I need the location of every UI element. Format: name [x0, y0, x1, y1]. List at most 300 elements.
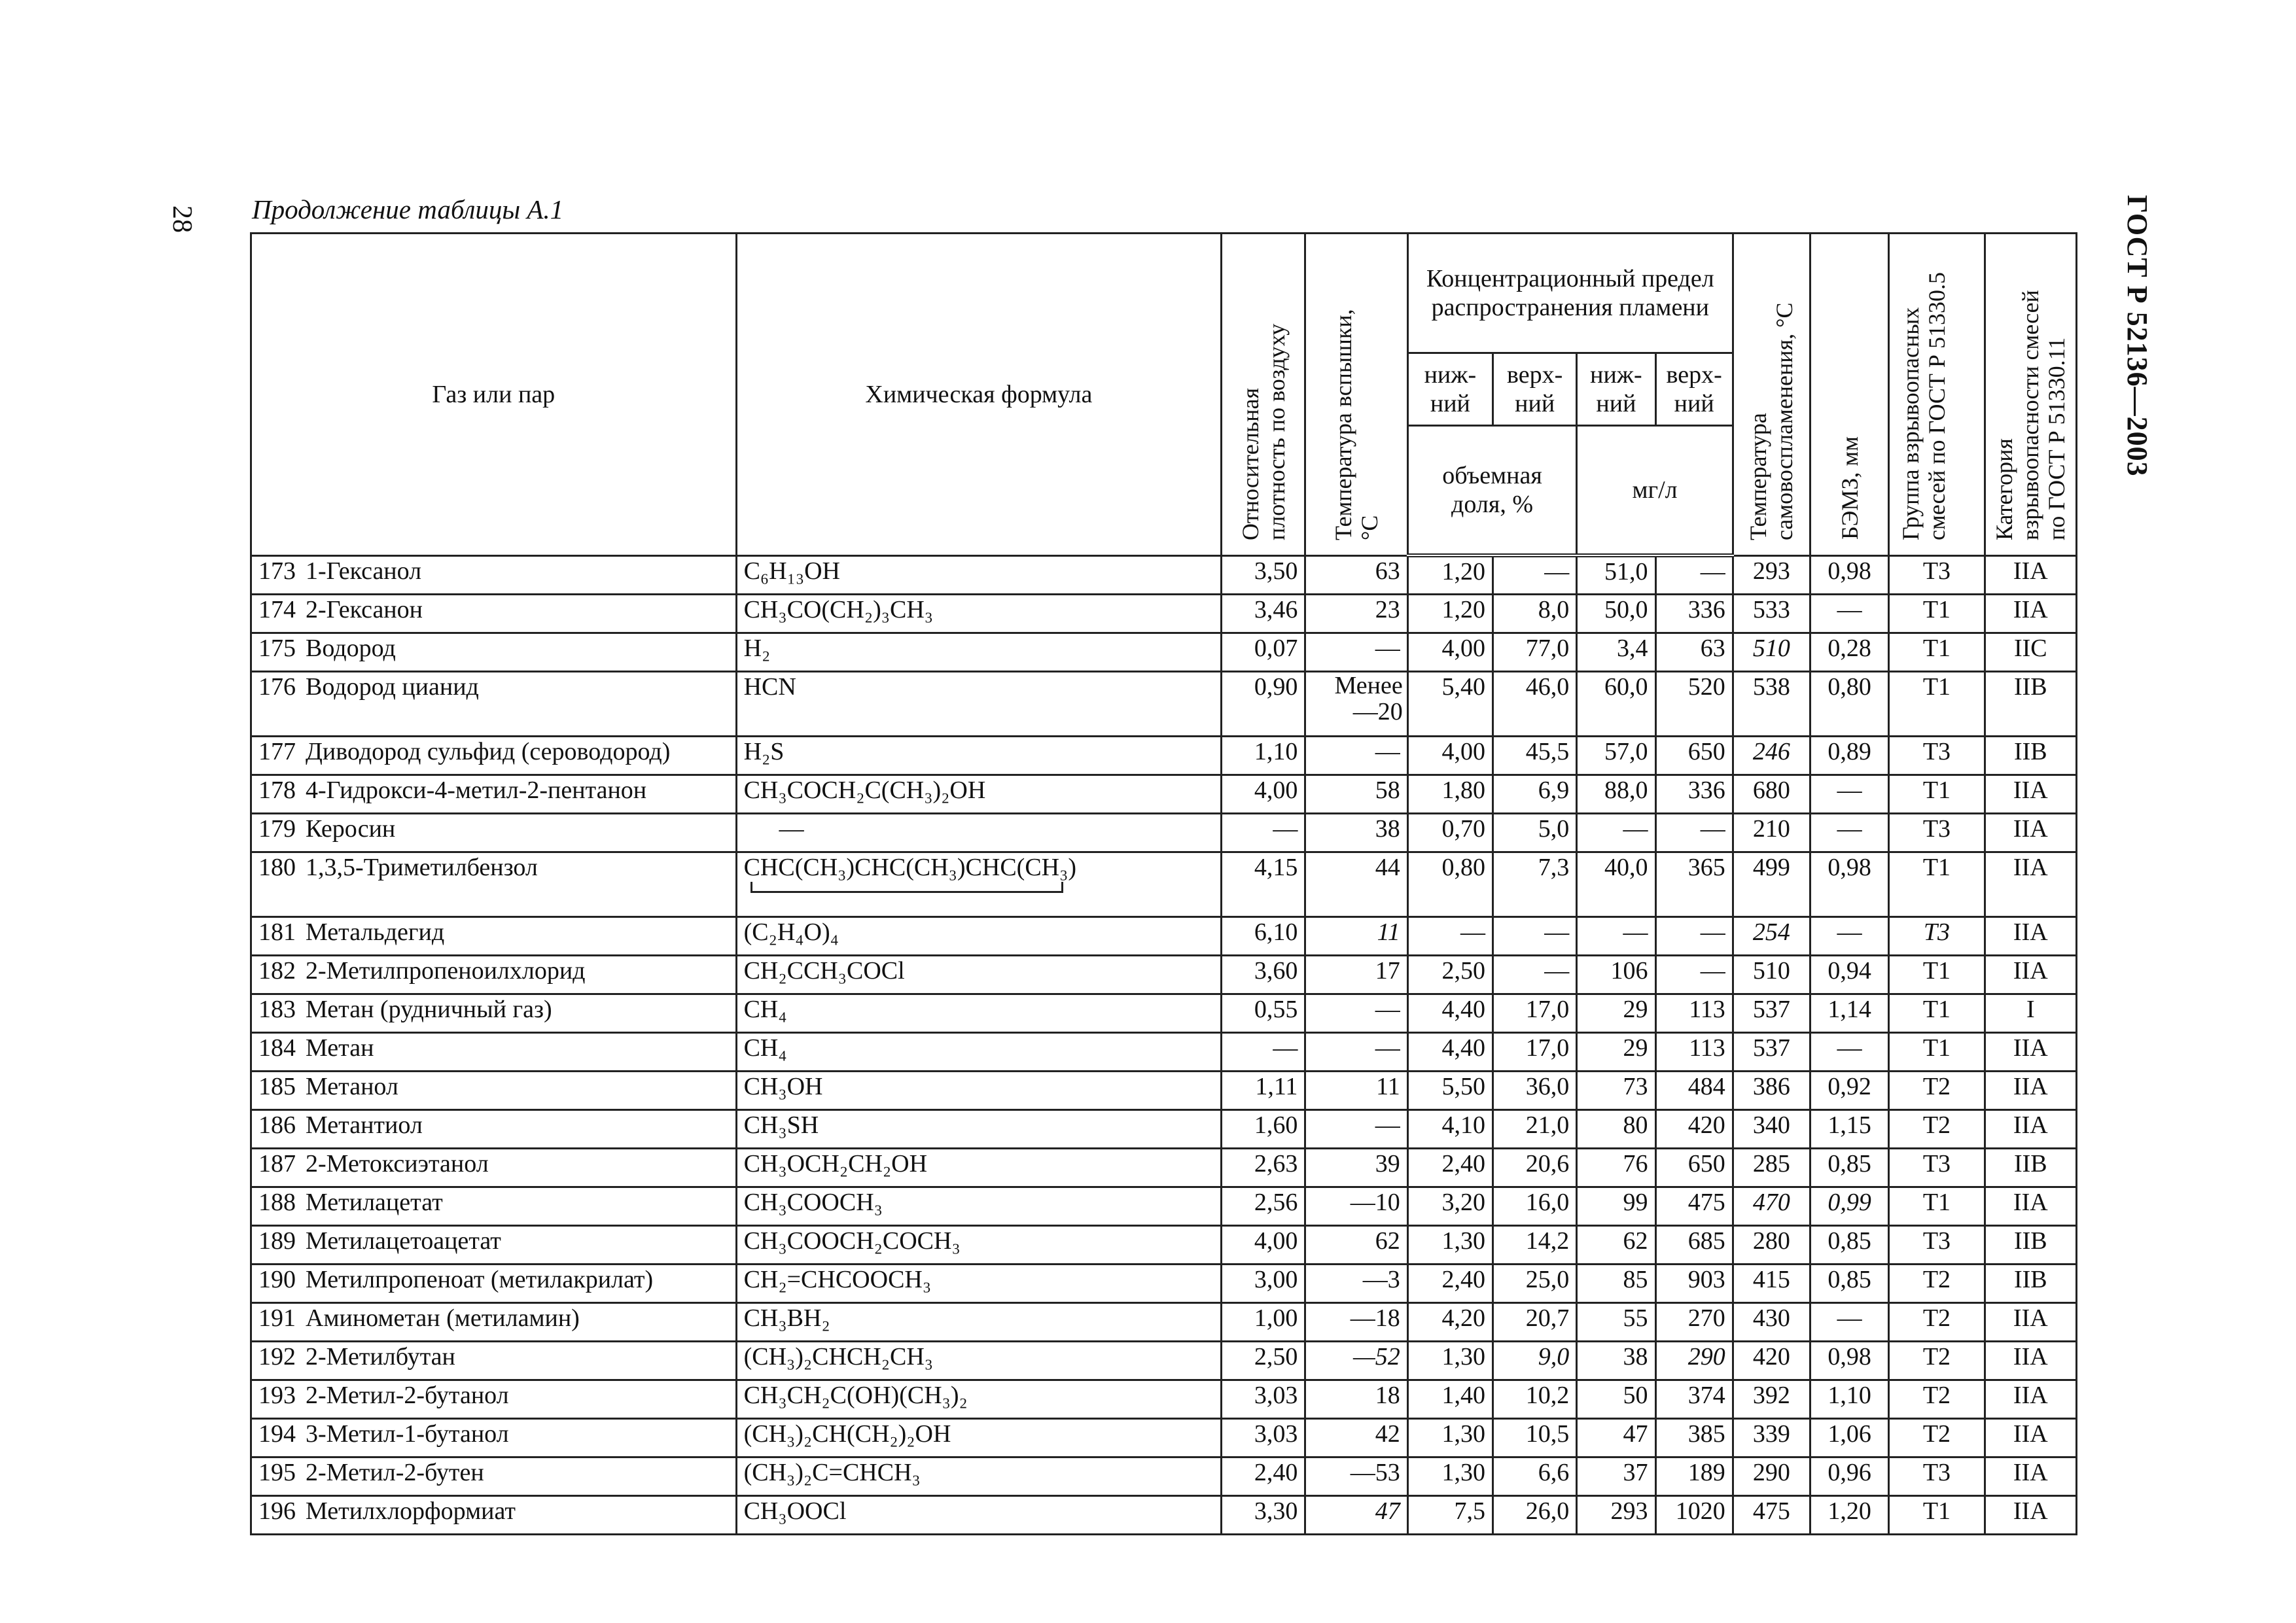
cell-lm: 55	[1577, 1302, 1655, 1341]
cell-ai: 340	[1733, 1109, 1810, 1148]
row-name	[251, 813, 737, 852]
row-name	[251, 1457, 737, 1495]
cell-density: 3,46	[1222, 594, 1305, 633]
row-number: 178	[258, 776, 296, 804]
cell-um: 336	[1655, 775, 1733, 813]
cell-bemz: —	[1810, 813, 1889, 852]
formula-text: CH₃SH	[743, 1111, 819, 1139]
chemical-formula	[736, 1495, 1222, 1534]
cell-ai: 254	[1733, 916, 1810, 955]
cell-lm: —	[1577, 813, 1655, 852]
cell-density: 3,60	[1222, 955, 1305, 994]
chemical-formula	[736, 1071, 1222, 1109]
cell-density: 2,50	[1222, 1341, 1305, 1380]
table-row	[251, 1032, 2077, 1071]
row-number: 185	[258, 1072, 296, 1100]
header-formula: Химическая формула	[736, 234, 1222, 556]
cell-um: —	[1655, 916, 1733, 955]
row-name	[251, 1380, 737, 1418]
cell-um: 189	[1655, 1457, 1733, 1495]
cell-uv: 17,0	[1493, 1032, 1577, 1071]
header-density: Относительная плотность по воздуху	[1222, 234, 1305, 556]
cell-uv: 9,0	[1493, 1341, 1577, 1380]
cell-uv: 77,0	[1493, 633, 1577, 671]
cell-group: Т2	[1889, 1302, 1985, 1341]
cell-flash: 47	[1305, 1495, 1407, 1534]
cell-lv: 1,30	[1407, 1418, 1492, 1457]
cell-density: 1,60	[1222, 1109, 1305, 1148]
row-number: 189	[258, 1227, 296, 1255]
cell-flash: 17	[1305, 955, 1407, 994]
cell-flash: —18	[1305, 1302, 1407, 1341]
page-number: 28	[167, 205, 197, 233]
cell-group: Т1	[1889, 671, 1985, 736]
substance-name: Метилпропеноат (метилакрилат)	[306, 1265, 654, 1293]
cell-lv: 4,00	[1407, 633, 1492, 671]
formula-text: C₆H₁₃OH	[743, 557, 840, 585]
cell-flash: —53	[1305, 1457, 1407, 1495]
substance-name: 2-Гексанон	[306, 595, 423, 623]
cell-lm: 76	[1577, 1148, 1655, 1187]
substance-name: Метальдегид	[306, 918, 445, 946]
cell-lv: 1,30	[1407, 1341, 1492, 1380]
table-row	[251, 1148, 2077, 1187]
cell-group: Т3	[1889, 1225, 1985, 1264]
substance-name: 4-Гидрокси-4-метил-2-пентанон	[306, 776, 647, 804]
cell-group: Т2	[1889, 1341, 1985, 1380]
cell-um: 113	[1655, 1032, 1733, 1071]
cell-bemz: 0,85	[1810, 1264, 1889, 1302]
cell-flash: 11	[1305, 1071, 1407, 1109]
row-number: 196	[258, 1497, 296, 1525]
cell-group: Т1	[1889, 955, 1985, 994]
substance-name: Диводород сульфид (сероводород)	[306, 737, 671, 765]
cell-uv: 36,0	[1493, 1071, 1577, 1109]
row-name	[251, 1032, 737, 1071]
row-name	[251, 1187, 737, 1225]
formula-text: CH₃COOCH₃	[743, 1188, 883, 1216]
cell-flash: 18	[1305, 1380, 1407, 1418]
row-number: 176	[258, 672, 296, 701]
cell-group: Т1	[1889, 1495, 1985, 1534]
cell-density: —	[1222, 1032, 1305, 1071]
cell-density: —	[1222, 813, 1305, 852]
row-name	[251, 1071, 737, 1109]
cell-bemz: 0,98	[1810, 1341, 1889, 1380]
cell-um: 270	[1655, 1302, 1733, 1341]
cell-lv: 5,40	[1407, 671, 1492, 736]
cell-lm: 62	[1577, 1225, 1655, 1264]
table-row	[251, 1495, 2077, 1534]
formula-text: CH₂=CHCOOCH₃	[743, 1265, 932, 1293]
cell-bemz: 0,99	[1810, 1187, 1889, 1225]
cell-um: 475	[1655, 1187, 1733, 1225]
formula-text: CH₃BH₂	[743, 1304, 830, 1332]
chemical-formula	[736, 555, 1222, 594]
cell-flash: —10	[1305, 1187, 1407, 1225]
row-name	[251, 994, 737, 1032]
cell-uv: 10,2	[1493, 1380, 1577, 1418]
cell-density: 1,11	[1222, 1071, 1305, 1109]
cell-group: Т3	[1889, 813, 1985, 852]
cell-bemz: —	[1810, 1302, 1889, 1341]
row-number: 177	[258, 737, 296, 765]
cell-um: —	[1655, 813, 1733, 852]
cell-bemz: 0,80	[1810, 671, 1889, 736]
substance-name: 1,3,5-Триметилбензол	[306, 853, 538, 881]
cell-group: Т3	[1889, 736, 1985, 775]
cell-lv: 1,30	[1407, 1457, 1492, 1495]
cell-lv: 0,70	[1407, 813, 1492, 852]
cell-cat: I	[1985, 994, 2076, 1032]
cell-uv: 20,7	[1493, 1302, 1577, 1341]
cell-lm: 293	[1577, 1495, 1655, 1534]
formula-text: (C₂H₄O)₄	[743, 918, 839, 946]
cell-bemz: —	[1810, 775, 1889, 813]
substance-name: Метантиол	[306, 1111, 423, 1139]
cell-density: 0,07	[1222, 633, 1305, 671]
substance-name: 3-Метил-1-бутанол	[306, 1420, 509, 1448]
row-number: 180	[258, 853, 296, 881]
cell-cat: IIA	[1985, 1457, 2076, 1495]
formula-text: CH₂CCH₃COCl	[743, 956, 905, 985]
table-row	[251, 1071, 2077, 1109]
cell-uv: 5,0	[1493, 813, 1577, 852]
cell-cat: IIA	[1985, 1302, 2076, 1341]
cell-lm: 50,0	[1577, 594, 1655, 633]
header-upper-mass: верх- ний	[1655, 353, 1733, 426]
chemical-formula	[736, 594, 1222, 633]
formula-text: CH₃COOCH₂COCH₃	[743, 1227, 961, 1255]
cell-lv: 7,5	[1407, 1495, 1492, 1534]
row-name	[251, 1418, 737, 1457]
row-number: 179	[258, 814, 296, 843]
cell-uv: 16,0	[1493, 1187, 1577, 1225]
row-number: 175	[258, 634, 296, 662]
cell-uv: 14,2	[1493, 1225, 1577, 1264]
cell-lm: 3,4	[1577, 633, 1655, 671]
cell-group: Т2	[1889, 1264, 1985, 1302]
row-number: 173	[258, 557, 296, 585]
cell-cat: IIC	[1985, 633, 2076, 671]
substance-name: Метанол	[306, 1072, 398, 1100]
cell-flash: 58	[1305, 775, 1407, 813]
table-caption: Продолжение таблицы А.1	[252, 194, 564, 224]
cell-lv: 1,80	[1407, 775, 1492, 813]
cell-bemz: —	[1810, 594, 1889, 633]
cell-cat: IIA	[1985, 852, 2076, 916]
table-row	[251, 955, 2077, 994]
cell-uv: 26,0	[1493, 1495, 1577, 1534]
substance-name: Водород	[306, 634, 396, 662]
header-gas: Газ или пар	[251, 234, 737, 556]
cell-density: 2,63	[1222, 1148, 1305, 1187]
chemical-formula	[736, 1341, 1222, 1380]
cell-um: 336	[1655, 594, 1733, 633]
cell-bemz: 1,14	[1810, 994, 1889, 1032]
table-row	[251, 1302, 2077, 1341]
cell-group: Т2	[1889, 1109, 1985, 1148]
cell-bemz: 1,10	[1810, 1380, 1889, 1418]
table-row	[251, 1264, 2077, 1302]
cell-lm: 47	[1577, 1418, 1655, 1457]
table-row	[251, 1457, 2077, 1495]
cell-density: 2,40	[1222, 1457, 1305, 1495]
cell-lm: 51,0	[1577, 555, 1655, 594]
table-row	[251, 555, 2077, 594]
cell-group: Т3	[1889, 916, 1985, 955]
cell-lv: 4,40	[1407, 994, 1492, 1032]
cell-lm: —	[1577, 916, 1655, 955]
row-number: 190	[258, 1265, 296, 1293]
chemical-formula	[736, 1418, 1222, 1457]
cell-um: 484	[1655, 1071, 1733, 1109]
header-flash-point: Температура вспышки, °С	[1305, 234, 1407, 556]
cell-ai: 430	[1733, 1302, 1810, 1341]
cell-um: —	[1655, 555, 1733, 594]
cell-density: 0,90	[1222, 671, 1305, 736]
header-concentration: Концентрационный предел распространения пламени	[1407, 234, 1733, 353]
row-number: 191	[258, 1304, 296, 1332]
cell-cat: IIA	[1985, 1341, 2076, 1380]
cell-flash: 42	[1305, 1418, 1407, 1457]
table-row	[251, 1341, 2077, 1380]
row-name	[251, 633, 737, 671]
cell-uv: —	[1493, 916, 1577, 955]
formula-text: CH₄	[743, 995, 787, 1023]
substance-name: Метилхлорформиат	[306, 1497, 516, 1525]
cell-density: 0,55	[1222, 994, 1305, 1032]
cell-group: Т1	[1889, 994, 1985, 1032]
cell-group: Т1	[1889, 852, 1985, 916]
cell-uv: —	[1493, 555, 1577, 594]
cell-lm: 38	[1577, 1341, 1655, 1380]
cell-ai: 533	[1733, 594, 1810, 633]
header-mg-per-l: мг/л	[1577, 426, 1733, 556]
formula-text: CH₃OH	[743, 1072, 823, 1100]
cell-ai: 339	[1733, 1418, 1810, 1457]
row-number: 195	[258, 1458, 296, 1486]
header-volume-fraction: объемная доля, %	[1407, 426, 1577, 556]
cell-density: 6,10	[1222, 916, 1305, 955]
table-row	[251, 852, 2077, 916]
cell-um: 420	[1655, 1109, 1733, 1148]
cell-group: Т3	[1889, 1148, 1985, 1187]
cell-cat: IIA	[1985, 1071, 2076, 1109]
cell-lv: 4,10	[1407, 1109, 1492, 1148]
cell-density: 3,00	[1222, 1264, 1305, 1302]
cell-ai: 246	[1733, 736, 1810, 775]
cell-density: 2,56	[1222, 1187, 1305, 1225]
substance-name: 2-Метилпропеноилхлорид	[306, 956, 586, 985]
cell-cat: IIA	[1985, 955, 2076, 994]
row-number: 194	[258, 1420, 296, 1448]
cell-density: 4,00	[1222, 1225, 1305, 1264]
cell-flash: 44	[1305, 852, 1407, 916]
table-row	[251, 916, 2077, 955]
cell-bemz: 0,85	[1810, 1148, 1889, 1187]
formula-text: HCN	[743, 672, 796, 701]
cell-ai: 510	[1733, 955, 1810, 994]
cell-lm: 60,0	[1577, 671, 1655, 736]
row-number: 183	[258, 995, 296, 1023]
header-lower-vol: ниж- ний	[1407, 353, 1492, 426]
cell-um: 685	[1655, 1225, 1733, 1264]
chemical-formula	[736, 1032, 1222, 1071]
cell-flash: 38	[1305, 813, 1407, 852]
cell-group: Т1	[1889, 633, 1985, 671]
row-number: 193	[258, 1381, 296, 1409]
table-row	[251, 775, 2077, 813]
chemical-formula	[736, 1109, 1222, 1148]
cell-lv: —	[1407, 916, 1492, 955]
cell-density: 1,10	[1222, 736, 1305, 775]
cell-lm: 29	[1577, 1032, 1655, 1071]
chemical-formula	[736, 1187, 1222, 1225]
standard-title: ГОСТ Р 52136—2003	[2121, 195, 2153, 477]
row-name	[251, 555, 737, 594]
cell-lv: 4,00	[1407, 736, 1492, 775]
cell-flash: 63	[1305, 555, 1407, 594]
cell-bemz: 0,98	[1810, 555, 1889, 594]
cell-lm: 50	[1577, 1380, 1655, 1418]
cell-uv: 21,0	[1493, 1109, 1577, 1148]
chemical-formula	[736, 1302, 1222, 1341]
cell-uv: 6,9	[1493, 775, 1577, 813]
table-row	[251, 671, 2077, 736]
chemical-formula	[736, 852, 1222, 916]
header-lower-mass: ниж- ний	[1577, 353, 1655, 426]
cell-lv: 5,50	[1407, 1071, 1492, 1109]
cell-um: 520	[1655, 671, 1733, 736]
table-row	[251, 594, 2077, 633]
cell-bemz: 0,98	[1810, 852, 1889, 916]
cell-lv: 1,20	[1407, 555, 1492, 594]
row-name	[251, 1148, 737, 1187]
cell-bemz: 1,20	[1810, 1495, 1889, 1534]
cell-lv: 2,40	[1407, 1148, 1492, 1187]
substance-name: Метилацетат	[306, 1188, 443, 1216]
substance-name: Метан (рудничный газ)	[306, 995, 552, 1023]
cell-bemz: 0,96	[1810, 1457, 1889, 1495]
chemical-formula	[736, 955, 1222, 994]
header-group: Группа взрывоопасных смесей по ГОСТ Р 51330.5	[1889, 234, 1985, 556]
row-number: 187	[258, 1149, 296, 1178]
cell-um: 1020	[1655, 1495, 1733, 1534]
cell-cat: IIA	[1985, 813, 2076, 852]
cell-cat: IIB	[1985, 671, 2076, 736]
row-name	[251, 1225, 737, 1264]
cell-flash: —	[1305, 633, 1407, 671]
cell-uv: —	[1493, 955, 1577, 994]
formula-text: (CH₃)₂CH(CH₂)₂OH	[743, 1420, 951, 1448]
table-row	[251, 736, 2077, 775]
cell-lv: 4,40	[1407, 1032, 1492, 1071]
cell-lv: 2,50	[1407, 955, 1492, 994]
cell-flash: —	[1305, 994, 1407, 1032]
cell-um: 385	[1655, 1418, 1733, 1457]
substance-name: 2-Метилбутан	[306, 1342, 455, 1370]
cell-cat: IIA	[1985, 1109, 2076, 1148]
chemical-formula	[736, 1264, 1222, 1302]
cell-cat: IIA	[1985, 1380, 2076, 1418]
chemical-formula	[736, 1380, 1222, 1418]
header-bemz: БЭМЗ, мм	[1810, 234, 1889, 556]
cell-lm: 73	[1577, 1071, 1655, 1109]
cell-um: 290	[1655, 1341, 1733, 1380]
cell-flash: 39	[1305, 1148, 1407, 1187]
cell-density: 1,00	[1222, 1302, 1305, 1341]
chemical-formula	[736, 916, 1222, 955]
cell-flash: —	[1305, 736, 1407, 775]
row-number: 181	[258, 918, 296, 946]
cell-group: Т1	[1889, 1187, 1985, 1225]
cell-lm: 85	[1577, 1264, 1655, 1302]
cell-bemz: 1,06	[1810, 1418, 1889, 1457]
cell-ai: 420	[1733, 1341, 1810, 1380]
row-name	[251, 671, 737, 736]
formula-text: CH₃OCH₂CH₂OH	[743, 1149, 928, 1178]
substance-name: Метилацетоацетат	[306, 1227, 501, 1255]
formula-text: CH₃CH₂C(OH)(CH₃)₂	[743, 1381, 968, 1409]
cell-cat: IIA	[1985, 1495, 2076, 1534]
cell-lv: 4,20	[1407, 1302, 1492, 1341]
row-name	[251, 1264, 737, 1302]
substance-name: 1-Гексанол	[306, 557, 422, 585]
cell-ai: 293	[1733, 555, 1810, 594]
cell-uv: 6,6	[1493, 1457, 1577, 1495]
row-name	[251, 594, 737, 633]
cell-lm: 40,0	[1577, 852, 1655, 916]
cell-group: Т2	[1889, 1418, 1985, 1457]
cell-density: 3,30	[1222, 1495, 1305, 1534]
cell-cat: IIA	[1985, 594, 2076, 633]
cell-uv: 46,0	[1493, 671, 1577, 736]
cell-um: 650	[1655, 736, 1733, 775]
row-number: 192	[258, 1342, 296, 1370]
cell-ai: 470	[1733, 1187, 1810, 1225]
table-row	[251, 813, 2077, 852]
substance-name: 2-Метил-2-бутанол	[306, 1381, 509, 1409]
substance-name: Керосин	[306, 814, 396, 843]
row-name	[251, 736, 737, 775]
cell-lv: 1,30	[1407, 1225, 1492, 1264]
substance-name: 2-Метоксиэтанол	[306, 1149, 489, 1178]
cell-lm: 37	[1577, 1457, 1655, 1495]
cell-lm: 88,0	[1577, 775, 1655, 813]
cell-ai: 280	[1733, 1225, 1810, 1264]
cell-um: 903	[1655, 1264, 1733, 1302]
chemical-formula	[736, 736, 1222, 775]
cell-lm: 80	[1577, 1109, 1655, 1148]
table-row	[251, 1109, 2077, 1148]
cell-flash: 23	[1305, 594, 1407, 633]
cell-lm: 106	[1577, 955, 1655, 994]
row-name	[251, 1302, 737, 1341]
chemical-formula	[736, 994, 1222, 1032]
substance-name: 2-Метил-2-бутен	[306, 1458, 484, 1486]
cell-group: Т3	[1889, 555, 1985, 594]
row-name	[251, 1341, 737, 1380]
row-number: 186	[258, 1111, 296, 1139]
cell-cat: IIB	[1985, 1264, 2076, 1302]
cell-um: 374	[1655, 1380, 1733, 1418]
row-name	[251, 1109, 737, 1148]
row-number: 188	[258, 1188, 296, 1216]
cell-bemz: 0,28	[1810, 633, 1889, 671]
cell-ai: 210	[1733, 813, 1810, 852]
chemical-formula	[736, 633, 1222, 671]
